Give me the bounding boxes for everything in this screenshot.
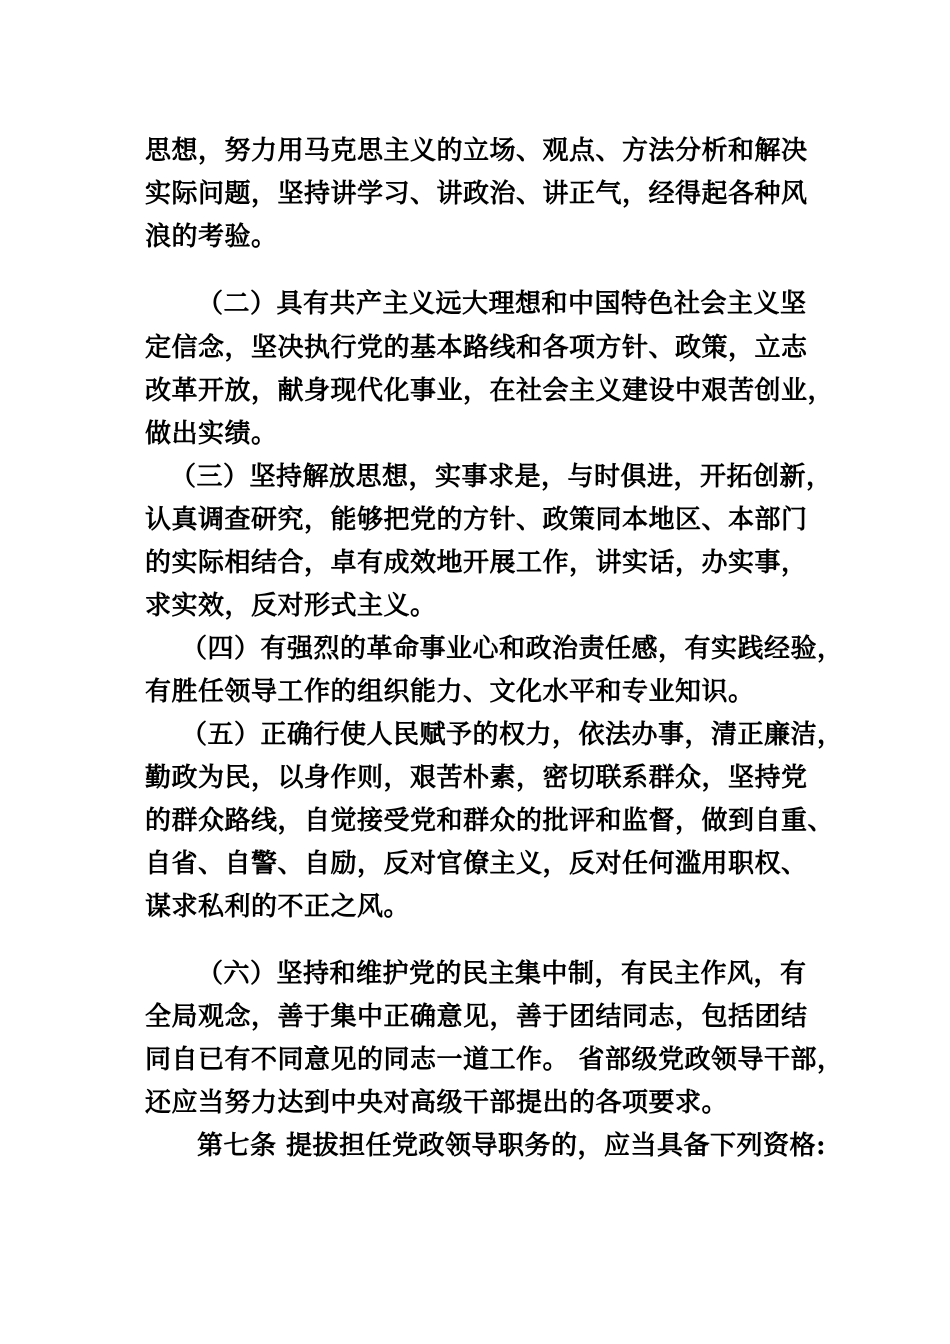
text-line: 谋求私利的不正之风。	[145, 892, 411, 922]
text-line: 的群众路线，自觉接受党和群众的批评和监督，做到自重、	[145, 806, 835, 836]
text-line: （四）有强烈的革命事业心和政治责任感，有实践经验，	[181, 634, 844, 664]
text-line: 浪的考验。	[145, 222, 278, 252]
text-line: （三）坚持解放思想，实事求是，与时俱进，开拓创新，	[170, 462, 833, 492]
text-line: 有胜任领导工作的组织能力、文化水平和专业知识。	[145, 677, 755, 707]
text-line: 全局观念，善于集中正确意见，善于团结同志，包括团结	[145, 1002, 808, 1032]
text-line: （五）正确行使人民赋予的权力，依法办事，清正廉洁，	[181, 720, 844, 750]
text-line: 还应当努力达到中央对高级干部提出的各项要求。	[145, 1088, 729, 1118]
text-line: （六）坚持和维护党的民主集中制，有民主作风，有	[197, 959, 807, 989]
text-line: 定信念，坚决执行党的基本路线和各项方针、政策，立志	[145, 333, 808, 363]
text-line: 改革开放，献身现代化事业，在社会主义建设中艰苦创业，	[145, 376, 835, 406]
text-line: 求实效，反对形式主义。	[145, 591, 437, 621]
text-line: 同自已有不同意见的同志一道工作。 省部级党政领导干部，	[145, 1045, 844, 1075]
text-line: 做出实绩。	[145, 419, 278, 449]
text-line: 自省、自警、自励，反对官僚主义，反对任何滥用职权、	[145, 849, 808, 879]
text-line: 的实际相结合，卓有成效地开展工作，讲实话，办实事，	[145, 548, 808, 578]
text-line: 实际问题，坚持讲学习、讲政治、讲正气，经得起各种风	[145, 179, 808, 209]
text-line: 思想，努力用马克思主义的立场、观点、方法分析和解决	[145, 136, 808, 166]
text-line: 勤政为民，以身作则，艰苦朴素，密切联系群众，坚持党	[145, 763, 808, 793]
text-line: 认真调查研究，能够把党的方针、政策同本地区、本部门	[145, 505, 808, 535]
text-line: （二）具有共产主义远大理想和中国特色社会主义坚	[197, 289, 807, 319]
text-line: 第七条 提拔担任党政领导职务的，应当具备下列资格:	[197, 1131, 827, 1161]
